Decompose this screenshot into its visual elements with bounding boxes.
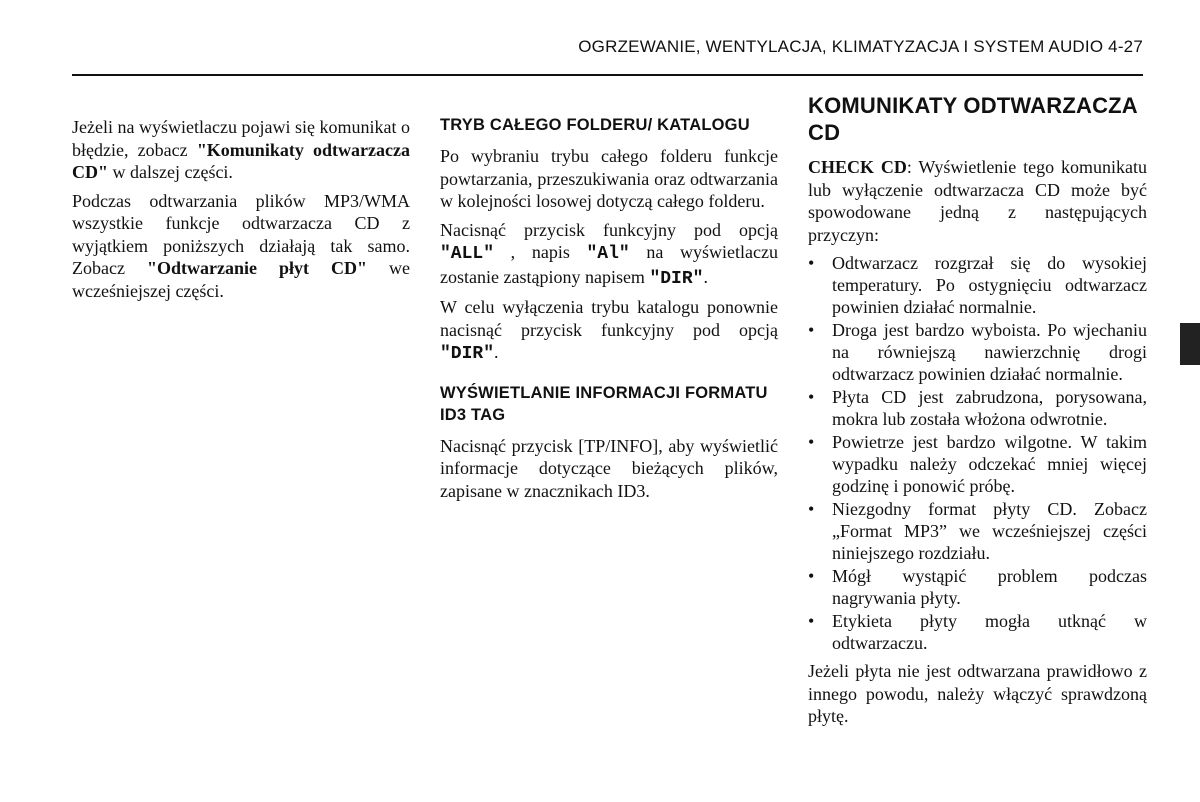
bullet-icon: • [808,499,815,519]
paragraph-folder-mode: Po wybraniu trybu całego folderu funkcje powtarzania, przeszukiwania oraz odtwarzania w kolejności losowej dotyczą całego folderu. [440,146,778,211]
list-item [808,565,1147,609]
paragraph-text: w dalszej części. [108,162,233,182]
option-all-label: "ALL" [440,244,495,264]
paragraph-text: . [494,342,499,362]
bullet-icon: • [808,566,815,586]
check-cd-label: CHECK CD [808,157,907,177]
bullet-icon: • [808,387,815,407]
causes-list [808,252,1147,654]
reference-bold: "Odtwarzanie płyt CD" [146,258,367,278]
paragraph-text: : Wyświetlenie tego komunikatu lub wyłączenie odtwarzacza CD może być spowodowane jedną z następujących przyczyn: [808,157,1147,245]
option-dir-label: "DIR" [440,344,495,364]
paragraph-text: na wyświetlaczu zostanie zastąpiony napisem [440,242,778,287]
paragraph-mp3-playback [72,190,410,303]
list-item [808,498,1147,564]
list-item-text: Etykieta płyty mogła utknąć w odtwarzaczu. [832,611,1147,653]
bullet-icon: • [808,253,815,273]
paragraph-text: we wcześniejszej części. [72,258,410,301]
bullet-icon: • [808,432,815,452]
paragraph-all-button [440,219,778,291]
list-item [808,610,1147,654]
option-dir-label: "DIR" [649,268,704,289]
running-header: OGRZEWANIE, WENTYLACJA, KLIMATYZACJA I SYSTEM AUDIO 4-27 [578,37,1143,56]
paragraph-closing: Jeżeli płyta nie jest odtwarzana prawidłowo z innego powodu, należy włączyć sprawdzoną płytę. [808,661,1147,726]
column-right [808,92,1147,734]
list-item [808,431,1147,497]
bullet-icon: • [808,611,815,631]
list-item-text: Niezgodny format płyty CD. Zobacz „Format MP3” we wcześniejszej części niniejszego rozdziału. [832,499,1147,563]
paragraph-text: . [703,266,708,287]
paragraph-id3-info: Nacisnąć przycisk [TP/INFO], aby wyświetlić informacje dotyczące bieżących plików, zapisane w znacznikach ID3. [440,435,778,501]
heading-folder-mode: TRYB CAŁEGO FOLDERU/ KATALOGU [440,116,750,134]
list-item [808,252,1147,318]
list-item-text: Droga jest bardzo wyboista. Po wjechaniu na równiejszą nawierzchnię drogi odtwarzacz powinien działać normalnie. [832,320,1147,384]
heading-id3-info: WYŚWIETLANIE INFORMACJI FORMATU ID3 TAG [440,383,768,424]
list-item-text: Płyta CD jest zabrudzona, porysowana, mokra lub została włożona odwrotnie. [832,387,1147,429]
heading-cd-messages: KOMUNIKATY ODTWARZACZA CD [808,93,1138,145]
paragraph-dir-off [440,296,778,366]
bullet-icon: • [808,320,815,340]
paragraph-check-cd [808,156,1147,246]
column-middle [440,114,778,508]
paragraph-error-message [72,116,410,184]
list-item-text: Mógł wystąpić problem podczas nagrywania płyty. [832,566,1147,608]
reference-bold: "Komunikaty odtwarzacza CD" [72,139,410,182]
section-tab-marker [1180,323,1200,365]
paragraph-text: Podczas odtwarzania plików MP3/WMA wszystkie funkcje odtwarzacza CD z wyjątkiem poniższych działają tak samo. Zobacz [72,190,410,278]
list-item-text: Powietrze jest bardzo wilgotne. W takim wypadku należy odczekać mniej więcej godzinę i ponowić próbę. [832,432,1147,496]
list-item [808,386,1147,430]
header-rule [72,74,1143,76]
column-left [72,116,410,308]
list-item [808,319,1147,385]
paragraph-text: W celu wyłączenia trybu katalogu ponownie nacisnąć przycisk funkcyjny pod opcją [440,297,778,340]
paragraph-text: Nacisnąć przycisk funkcyjny pod opcją [440,219,778,240]
option-al-label: "Al" [586,244,630,264]
paragraph-text: , napis [494,242,587,262]
paragraph-text: Jeżeli na wyświetlaczu pojawi się komunikat o błędzie, zobacz [72,117,410,160]
list-item-text: Odtwarzacz rozgrzał się do wysokiej temperatury. Po ostygnięciu odtwarzacz powinien działać normalnie. [832,253,1147,317]
